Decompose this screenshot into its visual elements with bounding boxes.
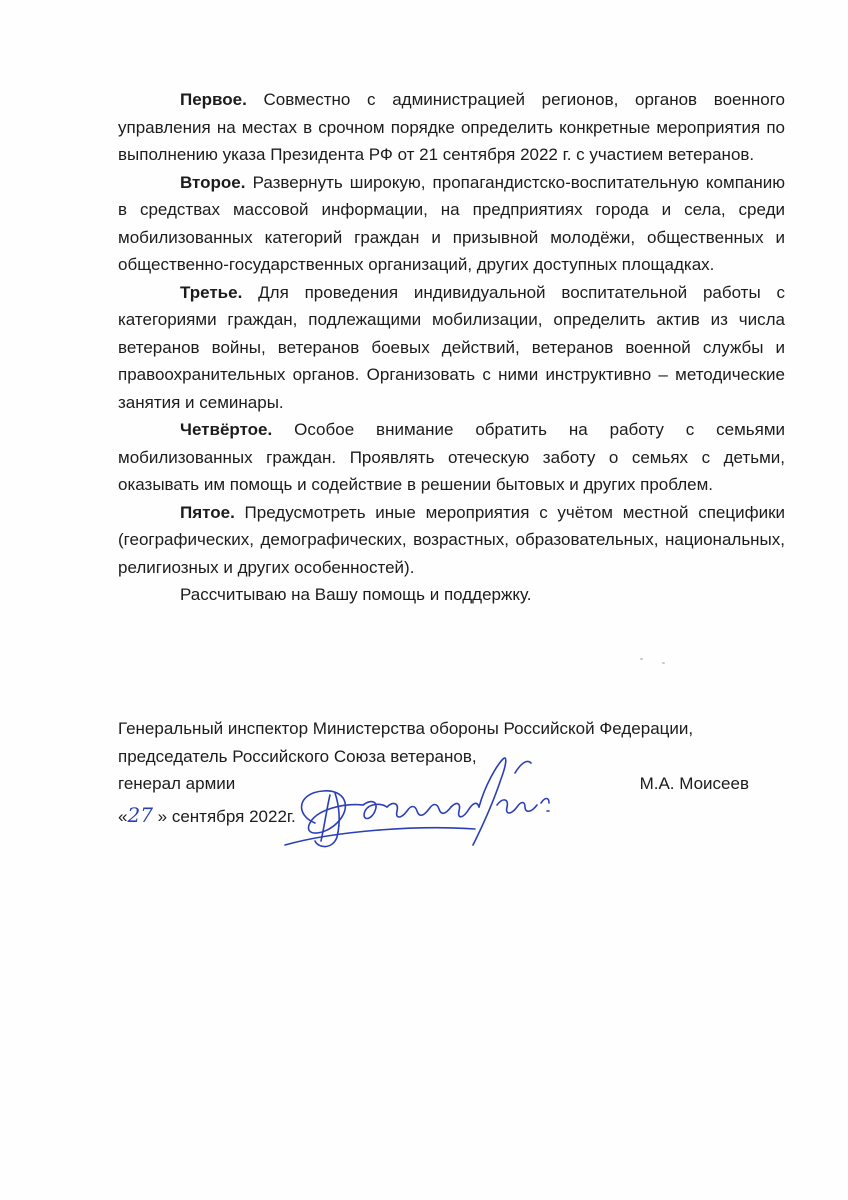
paragraph-fifth [118, 499, 785, 582]
handwritten-signature [275, 745, 565, 860]
signatory-name: М.А. Моисеев [639, 774, 749, 793]
paragraph-first [118, 86, 785, 169]
date-day-handwritten: 27 [127, 802, 153, 827]
paragraph-fourth-lead: Четвёртое. [180, 420, 273, 439]
letter-body [118, 86, 785, 609]
paragraph-first-lead: Первое. [180, 90, 247, 109]
paragraph-fourth-text: Особое внимание обратить на работу с семьями мобилизованных граждан. Проявлять отеческую заботу о семьях с детьми, оказывать им помощь и содействие в решении бытовых и других проблем. [118, 420, 785, 494]
signatory-title-line1: Генеральный инспектор Министерства обороны Российской Федерации, [118, 719, 694, 738]
paragraph-fifth-text: Предусмотреть иные мероприятия с учётом местной специфики (географических, демографических, возрастных, образовательных, национальных, религиозных и других особенностей). [118, 502, 785, 577]
paragraph-first-text: Совместно с администрацией регионов, органов военного управления на местах в срочном порядке определить конкретные мероприятия по выполнению указа Президента РФ от 21 сентября 2022 г. с участием ветеранов. [118, 90, 785, 164]
signatory-rank: генерал армии [118, 774, 236, 793]
date-open-quote: « [118, 806, 128, 826]
scan-speck [640, 658, 643, 660]
paragraph-second [118, 169, 785, 279]
paragraph-second-lead: Второе. [180, 172, 246, 192]
scan-speck [662, 662, 665, 664]
paragraph-third-lead: Третье. [180, 282, 243, 302]
paragraph-fifth-lead: Пятое. [180, 502, 235, 522]
closing-line: Рассчитываю на Вашу помощь и поддержку. [180, 585, 532, 604]
paragraph-fourth [118, 416, 785, 499]
paragraph-second-text: Развернуть широкую, пропагандистско-воспитательную компанию в средствах массовой информации, на предприятиях города и села, среди мобилизованных категорий граждан и призывной молодёжи, общественных и общественно-государственных организаций, других доступных площадках. [118, 172, 785, 274]
date-rest: » сентября 2022г. [152, 806, 296, 826]
signatory-title-line2: председатель Российского Союза ветеранов, [118, 746, 477, 766]
paragraph-third [118, 279, 785, 417]
paragraph-third-text: Для проведения индивидуальной воспитательной работы с категориями граждан, подлежащими мобилизации, определить актив из числа ветеранов войны, ветеранов боевых действий, ветеранов военной службы и правоохранительных органов. Организовать с ними инструктивно – методические занятия и семинары. [118, 282, 785, 412]
